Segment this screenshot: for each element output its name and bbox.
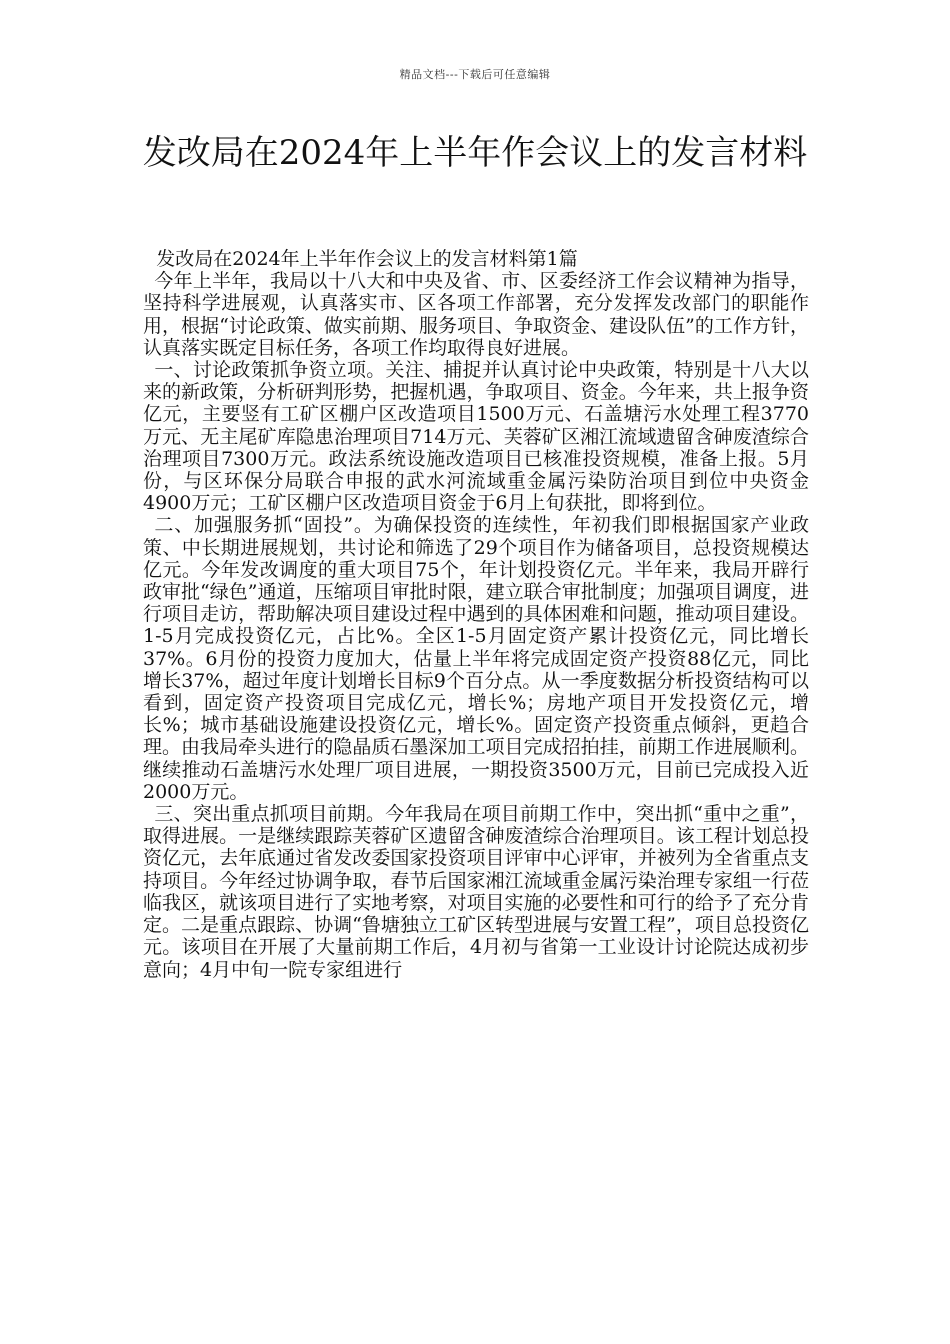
header-note: 精品文档---下载后可任意编辑 — [399, 68, 551, 81]
paragraph-section-1: 一、讨论政策抓争资立项。关注、捕捉并认真讨论中央政策，特别是十八大以来的新政策，分析研判形势，把握机遇，争取项目、资金。今年来，共上报争资亿元，主要竖有工矿区棚户区改造项目1500万元、石盖塘污水处理工程3770万元、无主尾矿库隐患治理项目714万元、芙蓉矿区湘江流域遗留含砷废渣综合治理项目7300万元。政法系统设施改造项目已核准投资规模，准备上报。5月份，与区环保分局联合申报的武水河流域重金属污染防治项目到位中央资金4900万元；工矿区棚户区改造项目资金于6月上旬获批，即将到位。 — [143, 359, 809, 515]
document-body — [143, 248, 809, 981]
document-title: 发改局在2024年上半年作会议上的发言材料 — [142, 133, 808, 173]
paragraph-intro: 今年上半年，我局以十八大和中央及省、市、区委经济工作会议精神为指导，坚持科学进展观，认真落实市、区各项工作部署，充分发挥发改部门的职能作用，根据“讨论政策、做实前期、服务项目、争取资金、建设队伍”的工作方针，认真落实既定目标任务，各项工作均取得良好进展。 — [143, 270, 809, 359]
section-subtitle: 发改局在2024年上半年作会议上的发言材料第1篇 — [156, 248, 578, 270]
paragraph-section-3: 三、突出重点抓项目前期。今年我局在项目前期工作中，突出抓“重中之重”，取得进展。一是继续跟踪芙蓉矿区遗留含砷废渣综合治理项目。该工程计划总投资亿元，去年底通过省发改委国家投资项目评审中心评审，并被列为全省重点支持项目。今年经过协调争取，春节后国家湘江流域重金属污染治理专家组一行莅临我区，就该项目进行了实地考察，对项目实施的必要性和可行的给予了充分肯定。二是重点跟踪、协调“鲁塘独立工矿区转型进展与安置工程”，项目总投资亿元。该项目在开展了大量前期工作后，4月初与省第一工业设计讨论院达成初步意向；4月中旬一院专家组进行 — [143, 803, 809, 981]
paragraph-section-2: 二、加强服务抓“固投”。为确保投资的连续性，年初我们即根据国家产业政策、中长期进展规划，共讨论和筛选了29个项目作为储备项目，总投资规模达亿元。今年发改调度的重大项目75个，年计划投资亿元。半年来，我局开辟行政审批“绿色”通道，压缩项目审批时限，建立联合审批制度；加强项目调度，进行项目走访，帮助解决项目建设过程中遇到的具体困难和问题，推动项目建设。1-5月完成投资亿元，占比%。全区1-5月固定资产累计投资亿元，同比增长37%。6月份的投资力度加大，估量上半年将完成固定资产投资88亿元，同比增长37%，超过年度计划增长目标9个百分点。从一季度数据分析投资结构可以看到，固定资产投资项目完成亿元，增长%；房地产项目开发投资亿元，增长%；城市基础设施建设投资亿元，增长%。固定资产投资重点倾斜，更趋合理。由我局牵头进行的隐晶质石墨深加工项目完成招拍挂，前期工作进展顺利。继续推动石盖塘污水处理厂项目进展，一期投资3500万元，目前已完成投入近2000万元。 — [143, 514, 809, 803]
